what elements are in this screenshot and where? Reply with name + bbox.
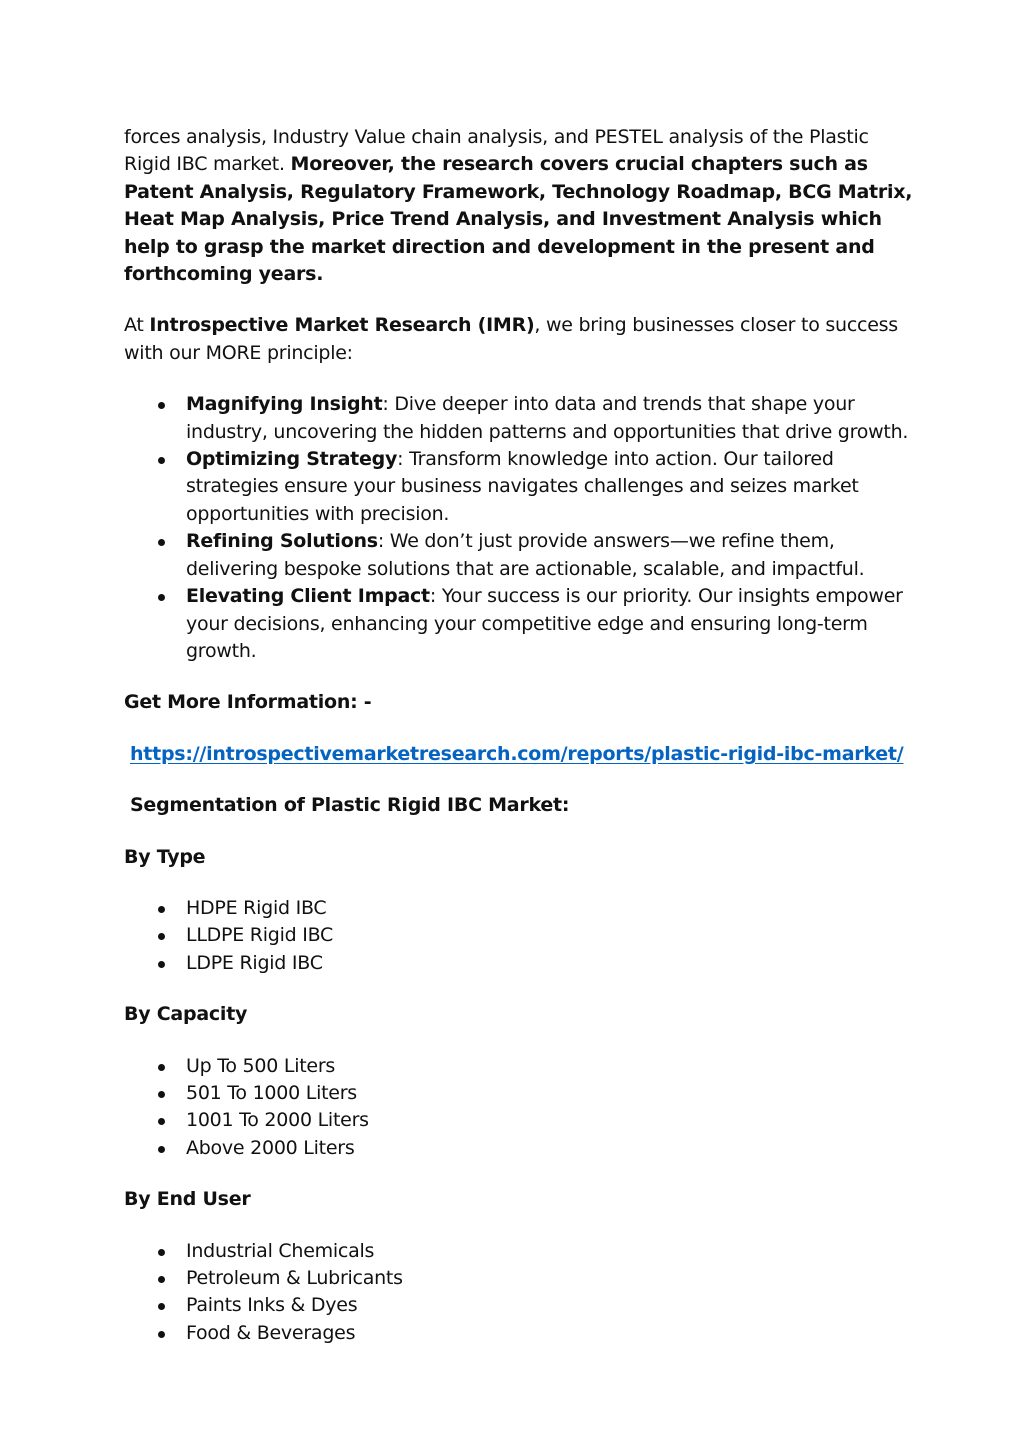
bullet-icon [158,539,165,546]
imr-prefix: At [124,314,150,337]
list-item [124,895,914,922]
list-item [124,1320,914,1347]
list-item [124,391,914,446]
bullet-icon [158,1331,165,1338]
bullet-icon [158,1276,165,1283]
list-item [124,950,914,977]
bullet-icon [158,1303,165,1310]
list-item [124,1292,914,1319]
list-item [124,1265,914,1292]
segmentation-title: Segmentation of Plastic Rigid IBC Market: [130,794,570,817]
list-item-label: 1001 To 2000 Liters [186,1109,369,1132]
by-end-user-list [124,1238,914,1348]
bullet-icon [158,594,165,601]
list-item [124,583,914,665]
list-item-label: LLDPE Rigid IBC [186,924,334,947]
report-link[interactable]: https://introspectivemarketresearch.com/reports/plastic-rigid-ibc-market/ [130,742,904,765]
list-item-label: Industrial Chemicals [186,1239,375,1262]
more-info-label: Get More Information: - [124,691,372,714]
bullet-icon [158,1146,165,1153]
list-item-label: Food & Beverages [186,1321,356,1344]
intro-bold-text: Moreover, the research covers crucial chapters such as Patent Analysis, Regulatory Framework, Technology Roadmap, BCG Matrix, Heat Map Analysis, Price Trend Analysis, and Investment Analysis which help to grasp the market direction and development in the present and forthcoming years. [124,153,913,286]
list-item-label: Paints Inks & Dyes [186,1294,358,1317]
bullet-icon [158,1249,165,1256]
list-item [124,446,914,528]
bullet-icon [158,457,165,464]
principle-text: : Dive deeper into data and trends that shape your industry, uncovering the hidden patterns and opportunities that drive growth. [186,393,909,443]
report-link-line [124,741,914,768]
intro-paragraph [124,124,914,288]
list-item [124,1080,914,1107]
bullet-icon [158,933,165,940]
list-item [124,528,914,583]
list-item [124,922,914,949]
list-item [124,1107,914,1134]
principle-title: Elevating Client Impact [186,585,430,608]
more-principles-list [124,391,914,665]
document-page [124,124,914,1371]
by-end-user-heading: By End User [124,1188,251,1211]
principle-text: : Transform knowledge into action. Our tailored strategies ensure your business navigates challenges and seizes market opportunities with precision. [186,448,859,525]
imr-company-name: Introspective Market Research (IMR) [149,314,535,337]
principle-title: Magnifying Insight [186,393,383,416]
list-item [124,1135,914,1162]
bullet-icon [158,1064,165,1071]
by-type-heading: By Type [124,845,206,868]
bullet-icon [158,906,165,913]
list-item-label: Up To 500 Liters [186,1054,336,1077]
principle-title: Refining Solutions [186,530,378,553]
by-type-list [124,895,914,977]
intro-plain-text: forces analysis, Industry Value chain analysis, and PESTEL analysis of the Plastic Rigid IBC market. [124,126,869,176]
list-item [124,1238,914,1265]
imr-suffix: , we bring businesses closer to success with our MORE principle: [124,314,898,364]
list-item-label: Above 2000 Liters [186,1136,355,1159]
by-capacity-list [124,1053,914,1163]
bullet-icon [158,961,165,968]
list-item-label: HDPE Rigid IBC [186,896,327,919]
list-item-label: LDPE Rigid IBC [186,951,323,974]
list-item [124,1053,914,1080]
list-item-label: Petroleum & Lubricants [186,1267,403,1289]
by-capacity-heading: By Capacity [124,1003,248,1026]
bullet-icon [158,1091,165,1098]
imr-paragraph [124,312,914,367]
bullet-icon [158,402,165,409]
principle-text: : We don’t just provide answers—we refine them, delivering bespoke solutions that are actionable, scalable, and impactful. [186,530,865,580]
principle-title: Optimizing Strategy [186,448,398,471]
bullet-icon [158,1118,165,1125]
list-item-label: 501 To 1000 Liters [186,1081,357,1104]
principle-text: : Your success is our priority. Our insights empower your decisions, enhancing your competitive edge and ensuring long-term growth. [186,585,903,662]
